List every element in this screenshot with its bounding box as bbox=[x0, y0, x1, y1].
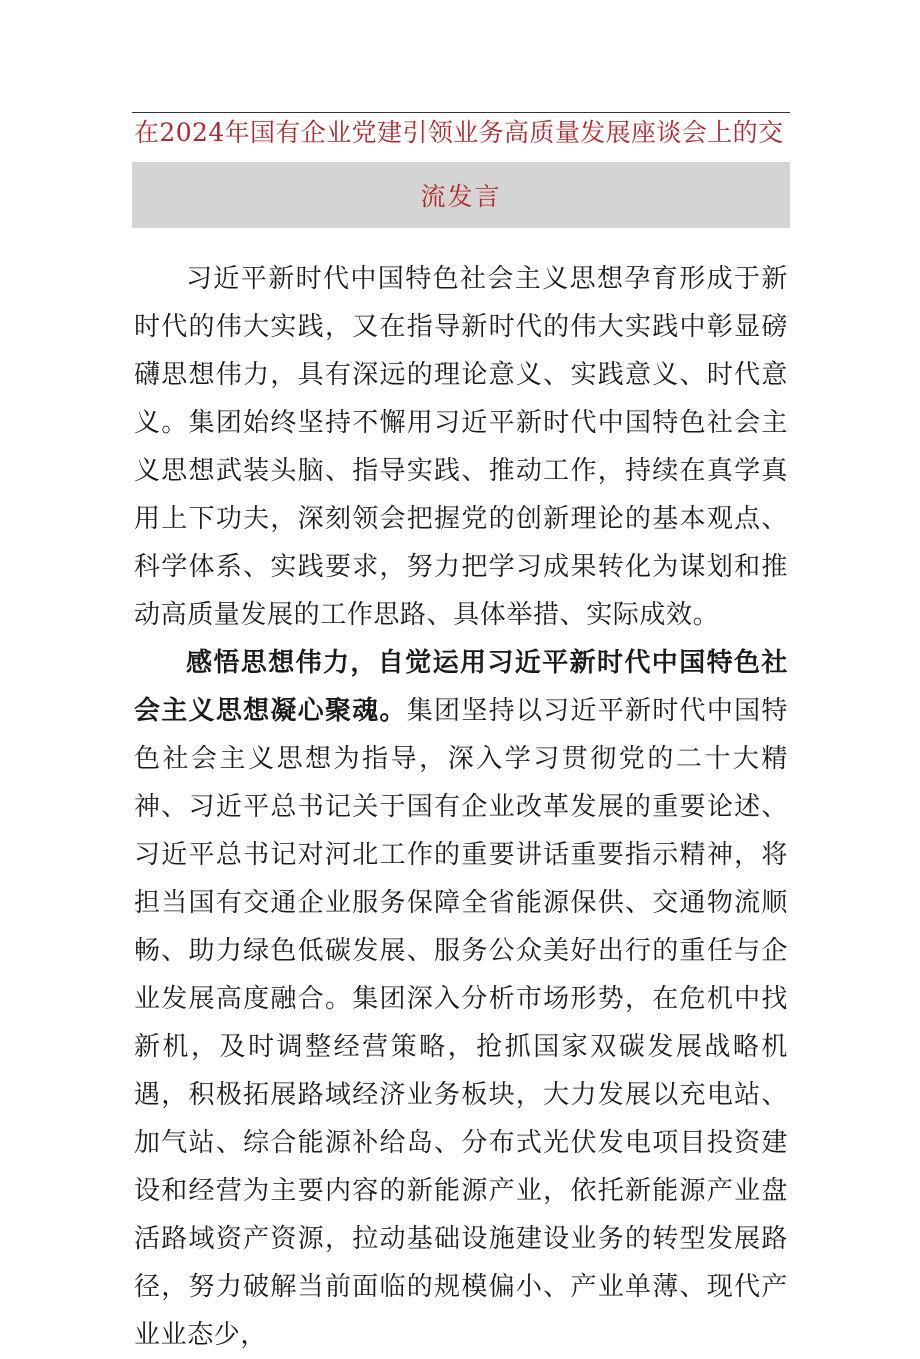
document-title-line2: 流发言 bbox=[420, 182, 502, 211]
document-title-line1: 在2024年国有企业党建引领业务高质量发展座谈会上的交 bbox=[134, 118, 784, 147]
header-rule bbox=[132, 112, 790, 113]
paragraph-2 bbox=[134, 639, 788, 1359]
title-band bbox=[132, 162, 790, 228]
paragraph-1 bbox=[134, 255, 788, 639]
paragraph-1-text: 习近平新时代中国特色社会主义思想孕育形成于新时代的伟大实践，又在指导新时代的伟大实践中彰显磅礴思想伟力，具有深远的理论意义、实践意义、时代意义。集团始终坚持不懈用习近平新时代中国特色社会主义思想武装头脑、指导实践、推动工作，持续在真学真用上下功夫，深刻领会把握党的创新理论的基本观点、科学体系、实践要求，努力把学习成果转化为谋划和推动高质量发展的工作思路、具体举措、实际成效。 bbox=[134, 264, 788, 630]
document-body bbox=[134, 255, 788, 1359]
paragraph-2-lead: 感悟思想伟力，自觉运用习近平新时代中国特色社会主义思想凝心聚魂。 bbox=[134, 648, 788, 726]
paragraph-2-text: 集团坚持以习近平新时代中国特色社会主义思想为指导，深入学习贯彻党的二十大精神、习近平总书记关于国有企业改革发展的重要论述、习近平总书记对河北工作的重要讲话重要指示精神，将担当国有交通企业服务保障全省能源保供、交通物流顺畅、助力绿色低碳发展、服务公众美好出行的重任与企业发展高度融合。集团深入分析市场形势，在危机中找新机，及时调整经营策略，抢抓国家双碳发展战略机遇，积极拓展路域经济业务板块，大力发展以充电站、加气站、综合能源补给岛、分布式光伏发电项目投资建设和经营为主要内容的新能源产业，依托新能源产业盘活路域资产资源，拉动基础设施建设业务的转型发展路径，努力破解当前面临的规模偏小、产业单薄、现代产业业态少， bbox=[134, 696, 788, 1350]
